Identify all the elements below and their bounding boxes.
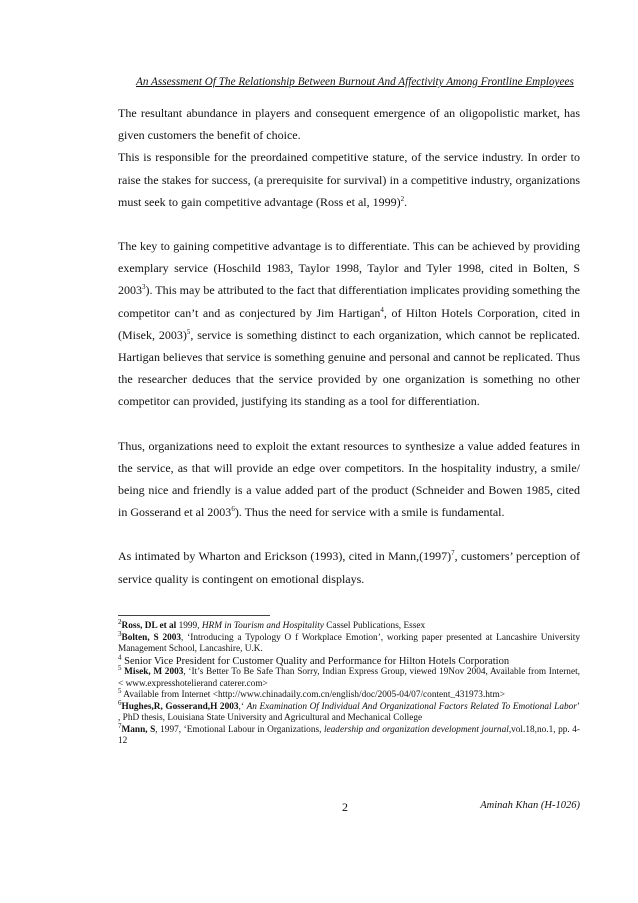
body-text [118, 102, 580, 590]
running-header: An Assessment Of The Relationship Between Burnout And Affectivity Among Frontline Employees [136, 76, 574, 88]
paragraph-4: As intimated by Wharton and Erickson (1993), cited in $Mann,(1997)^7$, customers’ perception of service quality is contingent on emotional displays. [118, 549, 580, 586]
footnote-ref: 5 [186, 327, 191, 336]
footnote-ref: 4 [380, 305, 384, 314]
footnote-5a: $^5$ Misek, M 2003, ‘It’s Better To Be Safe Than Sorry, Indian Express Group, viewed 19Nov 2004, Available from Internet, < www.expresshotelierand caterer.com> [118, 663, 580, 689]
footnote-7: $^7$Mann, S, 1997, ‘Emotional Labour in Organizations, leadership and organization development journal,vol.18,no.1, pp. 4-12 [118, 721, 580, 746]
footnote-ref: 2 [400, 194, 405, 203]
page-number: 2 [342, 800, 348, 814]
paragraph-1a: The resultant abundance in players and consequent emergence of an oligopolistic market, has given customers the benefit of choice. [118, 106, 580, 143]
author-footer: Aminah Khan (H-1026) [480, 800, 580, 811]
footnote-ref: 3 [142, 283, 146, 292]
paragraph-3: Thus, organizations need to exploit the extant resources to synthesize a value added features in the service, as that will provide an edge over competitors. In the hospitality industry, a smile/ being nice and friendly is a value added part of the product (Schneider and Bowen 1985, cited in Gosserand et al 2003$^6$). Thus the need for service with a smile is fundamental. [118, 438, 580, 520]
footnotes [118, 617, 581, 748]
paragraph-1b: This is responsible for the preordained competitive stature, of the service industry. In order to raise the stakes for success, (a prerequisite for survival) in a competitive industry, organizations must seek to gain competitive advantage (Ross et al, 1999)$^2$. [118, 150, 580, 209]
footnote-4: $^4$ Senior Vice President for Customer Quality and Performance for Hilton Hotels Corporation [118, 653, 510, 667]
footnote-ref: 7 [451, 549, 455, 558]
footnote-ref: 6 [231, 505, 235, 514]
footnote-5b: $^5$ Available from Internet <http://www.chinadaily.com.cn/english/doc/2005-04/07/content_431973.htm> [118, 686, 505, 700]
footnote-3: $^3$Bolten, S 2003, ‘Introducing a Typology O f Workplace Emotion’, working paper presented at Lancashire University Management School, Lancashire, U.K. [118, 629, 580, 654]
footnote-separator [118, 615, 270, 616]
footnote-6: $^6$Hughes,R, Gosserand,H 2003,‘ An Examination Of Individual And Organizational Factors Related To Emotional Labor’ , PhD thesis, Louisiana State University and Agricultural and Mechanical College [118, 698, 581, 723]
footnote-2: $^2$Ross, DL et al 1999, HRM in Tourism and Hospitality Cassel Publications, Essex [118, 617, 426, 631]
paragraph-2: The key to gaining competitive advantage is to differentiate. This can be achieved by providing exemplary service (Hoschild 1983, Taylor 1998, Taylor and Tyler 1998, cited in Bolten, S 2003$^3$). This may be attributed to the fact that differentiation implicates providing something the competitor can’t and as conjectured by Jim Hartigan$^4$, of Hilton Hotels Corporation, cited in (Misek, 2003)$^5$, service is something distinct to each organization, which cannot be replicated. Hartigan believes that service is something genuine and personal and cannot be replicated. Thus the researcher deduces that the service provided by one organization is something no other competitor can provided, justifying its standing as a tool for differentiation. [118, 239, 580, 409]
